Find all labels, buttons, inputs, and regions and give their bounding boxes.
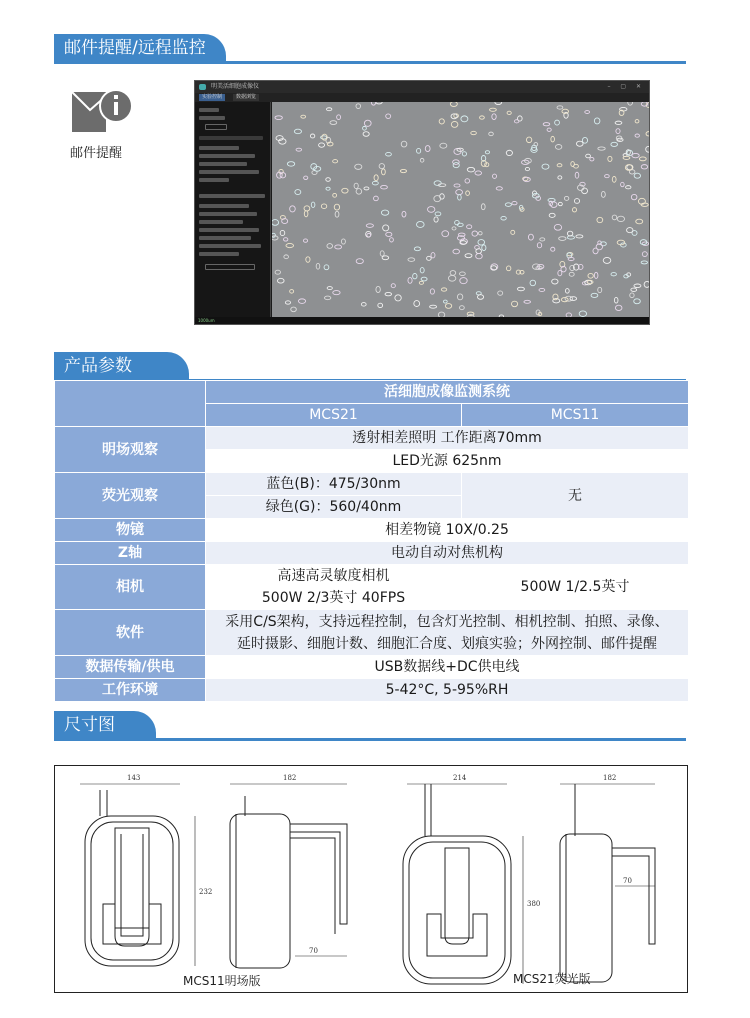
tab-experiment: 实验控制 [199,94,225,101]
software-line2: 延时摄影、细胞计数、细胞汇合度、划痕实验；外网控制、邮件提醒 [237,635,657,652]
app-logo-icon [199,84,206,90]
dim-mcs21-front-width: 214 [453,774,467,782]
section-header-size [54,711,686,741]
fluorescence-blue: 蓝色(B)：475/30nm [206,473,462,496]
section-title: 邮件提醒/远程监控 [54,34,226,62]
caption-mcs21: MCS21荧光版 [513,972,591,986]
model-mcs11: MCS11 [462,404,689,427]
dimension-drawing [54,765,688,993]
z-axis-value: 电动自动对焦机构 [206,542,689,565]
data-value: USB数据线+DC供电线 [206,656,689,679]
section-header-mail [54,34,686,64]
control-panel [195,102,271,317]
software-screenshot [194,80,650,325]
system-name: 活细胞成像监测系统 [206,381,689,404]
dim-mcs21-side-depth: 70 [623,877,632,885]
software-line1: 采用C/S架构，支持远程控制，包含灯光控制、相机控制、拍照、录像、 [225,613,669,630]
dim-mcs11-front-height: 232 [199,888,213,896]
tab-browse: 数据浏览 [233,94,259,101]
window-controls-icon: – ▢ ✕ [607,83,645,90]
row-label-env: 工作环境 [55,679,206,702]
brightfield-line1: 透射相差照明 工作距离70mm [206,427,689,450]
row-label-objective: 物镜 [55,519,206,542]
mcs11-side-view [230,784,347,968]
cell-image [272,102,649,317]
row-label-brightfield: 明场观察 [55,427,206,473]
mail-label: 邮件提醒 [70,146,123,161]
dim-mcs11-side-depth: 70 [309,947,318,955]
mail-alert-icon [70,86,134,138]
env-value: 5-42°C, 5-95%RH [206,679,689,702]
camera-mcs21 [206,565,462,610]
row-label-fluorescence: 荧光观察 [55,473,206,519]
dim-mcs11-front-width: 143 [127,774,141,782]
app-titlebar [195,81,649,93]
dim-mcs21-side-width: 182 [603,774,617,782]
app-title: 明美活细胞成像仪 [211,83,260,90]
caption-mcs11: MCS11明场版 [183,974,261,988]
section-header-params [54,352,686,382]
brightfield-line2: LED光源 625nm [206,450,689,473]
camera-mcs11: 500W 1/2.5英寸 [462,565,689,610]
app-status: 1000um [195,317,649,324]
row-label-z-axis: Z轴 [55,542,206,565]
objective-value: 相差物镜 10X/0.25 [206,519,689,542]
camera-mcs21-line1: 高速高灵敏度相机 [277,568,390,584]
fluorescence-green: 绿色(G)：560/40nm [206,496,462,519]
dim-mcs11-side-width: 182 [283,774,297,782]
mcs21-front-view [403,784,523,984]
row-label-camera: 相机 [55,565,206,610]
app-tabs [195,93,649,102]
microscope-view [272,102,649,317]
section-underline [54,61,686,64]
section-title: 产品参数 [54,352,189,380]
table-corner [55,381,206,427]
section-title: 尺寸图 [54,711,156,739]
model-mcs21: MCS21 [206,404,462,427]
mcs11-front-view [80,784,195,966]
fluorescence-mcs11: 无 [462,473,689,519]
section-underline [54,738,686,741]
row-label-software: 软件 [55,610,206,656]
dimension-drawings-svg [55,766,687,992]
spec-table [54,380,689,702]
mcs21-side-view [560,784,655,982]
software-value [206,610,689,656]
row-label-data: 数据传输/供电 [55,656,206,679]
dimension-labels [127,774,632,955]
camera-mcs21-line2: 500W 2/3英寸 40FPS [261,590,406,606]
dim-mcs21-front-height: 380 [527,900,541,908]
